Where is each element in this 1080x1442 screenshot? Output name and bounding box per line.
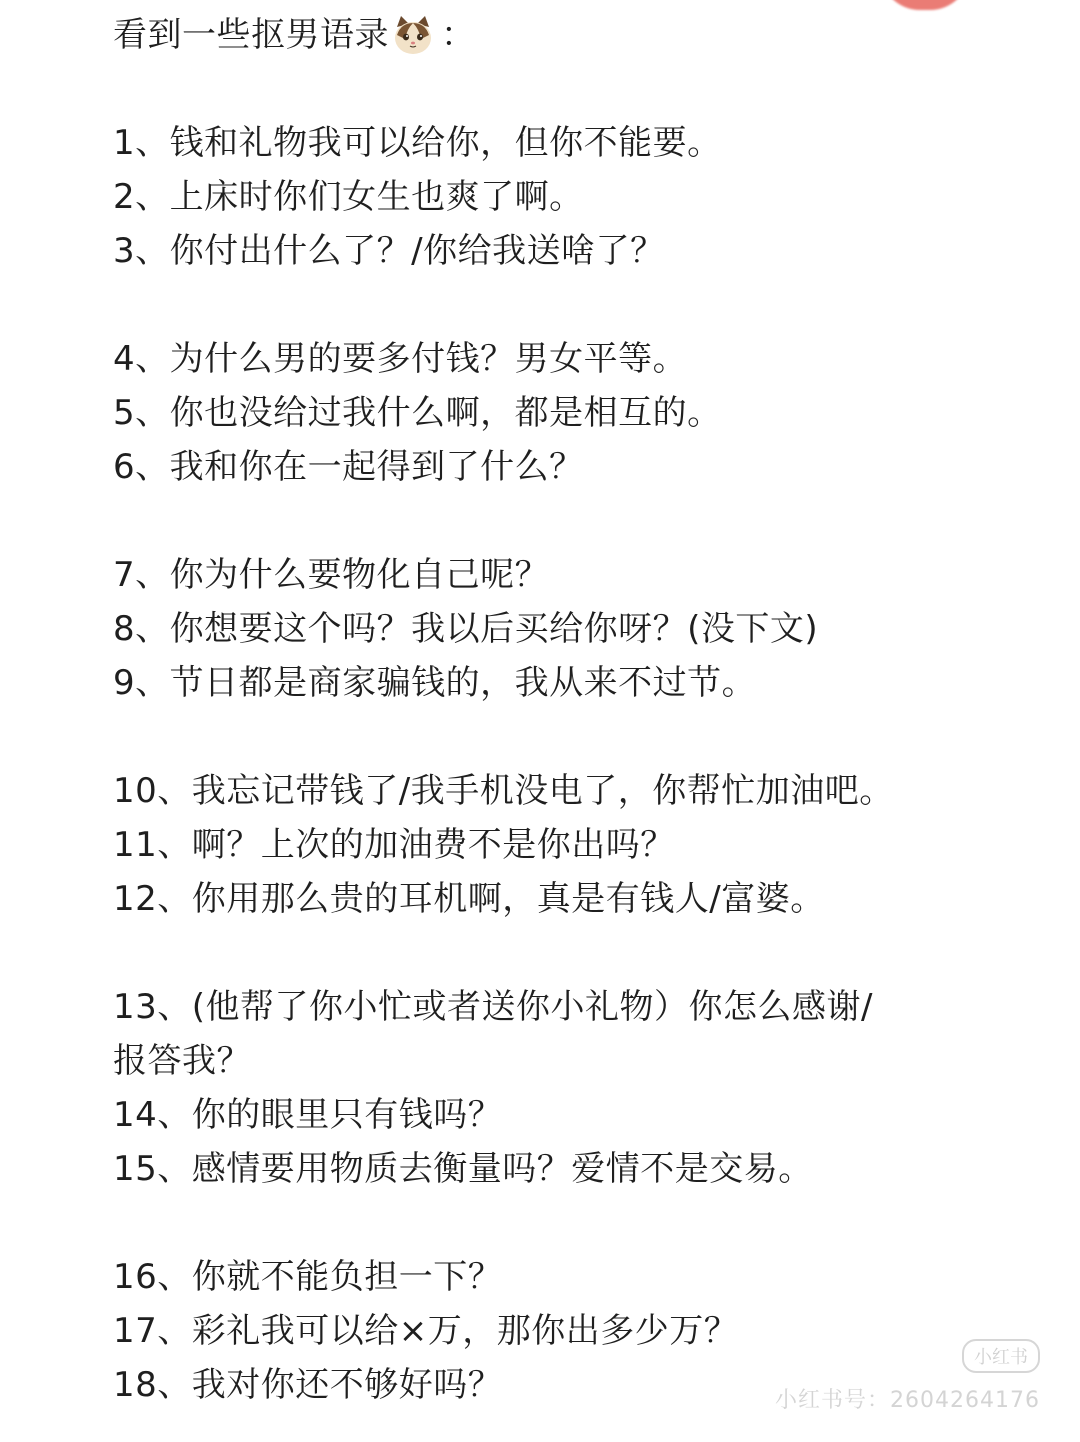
watermark-id: 小红书号：2604264176: [775, 1388, 1040, 1413]
list-item: 7、你为什么要物化自己呢？: [113, 555, 550, 595]
list-item: 2、上床时你们女生也爽了啊。: [113, 177, 584, 217]
list-item: 6、我和你在一起得到了什么？: [113, 447, 584, 487]
list-item: 12、你用那么贵的耳机啊，真是有钱人/富婆。: [113, 879, 825, 919]
title-suffix: ：: [441, 15, 476, 55]
quote-list: [113, 8, 973, 1412]
list-item: 13、(他帮了你小忙或者送你小礼物）你怎么感谢/: [113, 987, 873, 1027]
cat-face-icon: [391, 13, 435, 57]
watermark-logo: 小红书: [962, 1339, 1040, 1373]
post-title: [113, 8, 973, 62]
list-item: 4、为什么男的要多付钱？男女平等。: [113, 339, 688, 379]
title-text: 看到一些抠男语录: [113, 15, 389, 55]
list-item: 3、你付出什么了？/你给我送啥了？: [113, 231, 665, 271]
list-item: 5、你也没给过我什么啊，都是相互的。: [113, 393, 722, 433]
list-item: 报答我？: [113, 1041, 251, 1081]
list-item: 9、节日都是商家骗钱的，我从来不过节。: [113, 663, 757, 703]
list-item: 15、感情要用物质去衡量吗？爱情不是交易。: [113, 1149, 813, 1189]
list-item: 8、你想要这个吗？我以后买给你呀？(没下文): [113, 609, 819, 649]
list-item: 17、彩礼我可以给×万，那你出多少万？: [113, 1311, 739, 1351]
list-item: 18、我对你还不够好吗？: [113, 1365, 503, 1405]
list-item: 1、钱和礼物我可以给你，但你不能要。: [113, 123, 722, 163]
list-item: 14、你的眼里只有钱吗？: [113, 1095, 503, 1135]
watermark: [775, 1339, 1040, 1414]
list-item: 11、啊？上次的加油费不是你出吗？: [113, 825, 675, 865]
list-item: 10、我忘记带钱了/我手机没电了，你帮忙加油吧。: [113, 771, 894, 811]
list-item: 16、你就不能负担一下？: [113, 1257, 503, 1297]
